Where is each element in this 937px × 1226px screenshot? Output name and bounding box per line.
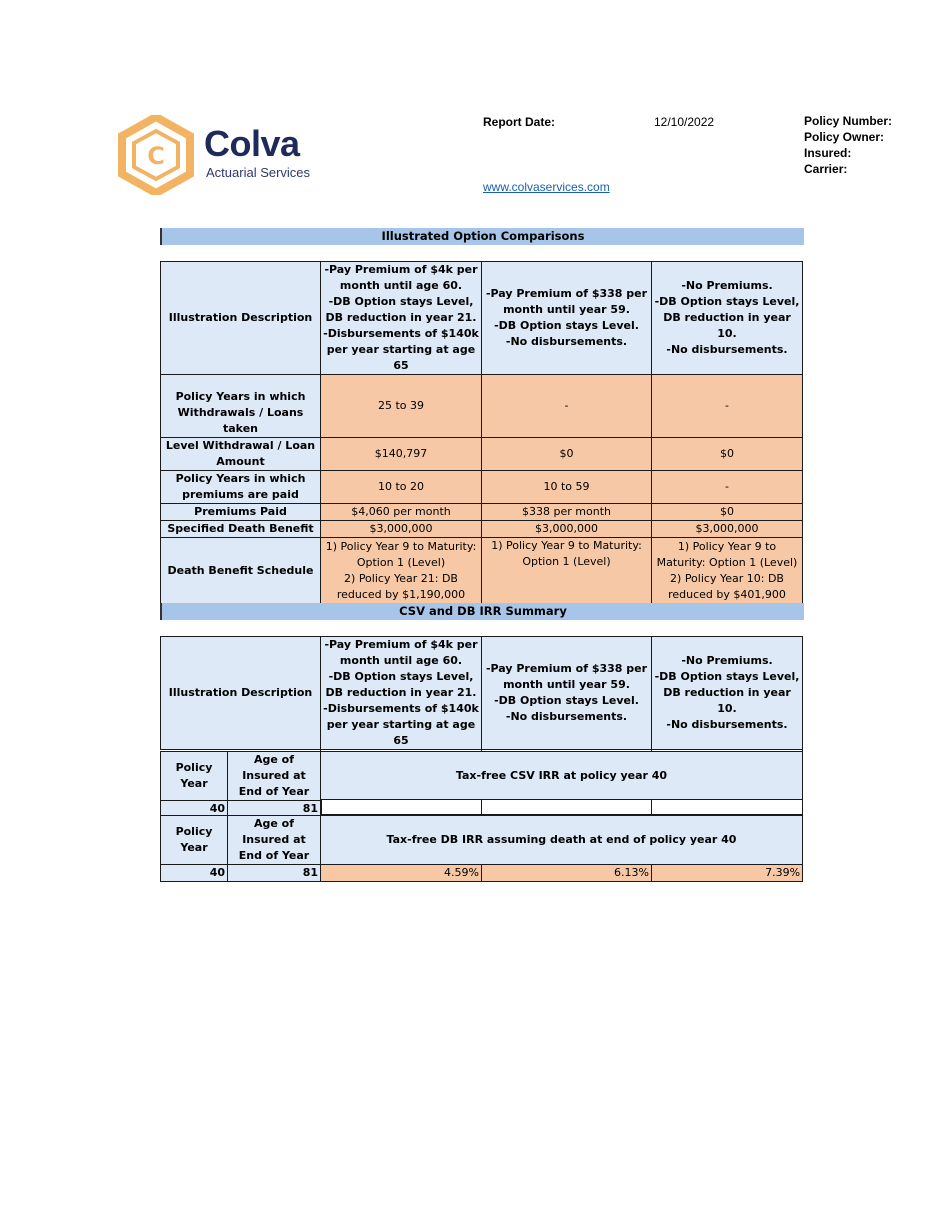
db-policy-year-label: Policy Year (161, 816, 228, 865)
withdrawal-amount-opt2: $0 (482, 438, 652, 471)
brand-tagline: Actuarial Services (206, 165, 311, 180)
death-benefit-opt2: $3,000,000 (482, 521, 652, 538)
db-irr-table (160, 815, 803, 882)
withdrawal-years-opt3: - (652, 375, 803, 438)
carrier-label: Carrier: (804, 162, 848, 176)
csv-policy-year: 40 (161, 801, 228, 818)
withdrawal-amount-opt3: $0 (652, 438, 803, 471)
irr-option-2-text: -Pay Premium of $338 per month until year 59. -DB Option stays Level. -No disbursements. (485, 662, 648, 723)
premium-years-opt1: 10 to 20 (321, 471, 482, 504)
db-schedule-opt1 (321, 538, 482, 604)
irr-desc-row (161, 637, 803, 750)
db-schedule-opt3 (652, 538, 803, 604)
premiums-paid-row (161, 504, 803, 521)
premiums-paid-opt2: $338 per month (482, 504, 652, 521)
db-schedule-opt2 (482, 538, 652, 604)
db-schedule-row (161, 538, 803, 604)
irr-option-3 (652, 637, 803, 750)
csv-age-label: Age of Insured at End of Year (228, 752, 321, 801)
comparisons-option-3 (652, 262, 803, 375)
irr-desc-label: Illustration Description (161, 637, 321, 750)
db-schedule-opt1-text: 1) Policy Year 9 to Maturity: Option 1 (Level) 2) Policy Year 21: DB reduced by $1,190,000 (325, 539, 477, 601)
irr-spacer-cell (322, 800, 482, 815)
premiums-paid-opt3: $0 (652, 504, 803, 521)
premium-years-opt3: - (652, 471, 803, 504)
db-schedule-opt2-text: 1) Policy Year 9 to Maturity: Option 1 (Level) (491, 539, 642, 568)
db-age: 81 (228, 865, 321, 882)
death-benefit-opt1: $3,000,000 (321, 521, 482, 538)
death-benefit-label: Specified Death Benefit (161, 521, 321, 538)
db-irr-opt1: 4.59% (321, 865, 482, 882)
withdrawal-years-opt1: 25 to 39 (321, 375, 482, 438)
premium-years-opt2: 10 to 59 (482, 471, 652, 504)
comparisons-option-1-text: -Pay Premium of $4k per month until age 60. -DB Option stays Level, DB reduction in year 21. -Disbursements of $140k per year starting at age 65 (323, 263, 479, 372)
db-policy-year: 40 (161, 865, 228, 882)
db-schedule-opt3-text: 1) Policy Year 9 to Maturity: Option 1 (Level) 2) Policy Year 10: DB reduced by $401,900 (656, 539, 798, 601)
withdrawal-amount-row (161, 438, 803, 471)
irr-spacer-table (321, 799, 803, 815)
comparisons-option-1 (321, 262, 482, 375)
comparisons-table (160, 261, 803, 604)
csv-policy-year-label: Policy Year (161, 752, 228, 801)
insured-label: Insured: (804, 146, 852, 160)
comparisons-option-2 (482, 262, 652, 375)
brand-name: Colva (204, 123, 300, 164)
withdrawal-amount-label: Level Withdrawal / Loan Amount (161, 438, 321, 471)
irr-desc-table (160, 636, 803, 765)
withdrawal-amount-opt1: $140,797 (321, 438, 482, 471)
report-date-label: Report Date: (483, 115, 556, 129)
comparisons-title: Illustrated Option Comparisons (160, 228, 804, 245)
irr-spacer-row-2 (322, 800, 803, 815)
db-schedule-label: Death Benefit Schedule (161, 538, 321, 604)
premiums-paid-label: Premiums Paid (161, 504, 321, 521)
irr-title: CSV and DB IRR Summary (160, 603, 804, 620)
csv-irr-header-row (161, 752, 803, 801)
irr-option-3-text: -No Premiums. -DB Option stays Level, DB reduction in year 10. -No disbursements. (654, 654, 800, 731)
withdrawal-years-row (161, 375, 803, 438)
comparisons-desc-row (161, 262, 803, 375)
db-irr-value-row (161, 865, 803, 882)
db-irr-opt3: 7.39% (652, 865, 803, 882)
irr-spacer-cell (652, 800, 803, 815)
db-age-label: Age of Insured at End of Year (228, 816, 321, 865)
report-date-value: 12/10/2022 (654, 115, 715, 129)
comparisons-desc-label: Illustration Description (161, 262, 321, 375)
svg-text:C: C (147, 142, 165, 170)
irr-option-2 (482, 637, 652, 750)
policy-owner-label: Policy Owner: (804, 130, 885, 144)
irr-option-1 (321, 637, 482, 750)
db-irr-header-row (161, 816, 803, 865)
csv-age: 81 (228, 801, 321, 818)
colva-hexagon-logo-icon (118, 115, 194, 195)
website-link[interactable]: www.colvaservices.com (483, 180, 610, 194)
policy-number-label: Policy Number: (804, 114, 893, 128)
death-benefit-row (161, 521, 803, 538)
comparisons-option-2-text: -Pay Premium of $338 per month until year 59. -DB Option stays Level. -No disbursements. (485, 287, 648, 348)
db-irr-opt2: 6.13% (482, 865, 652, 882)
company-logo (118, 115, 328, 195)
premiums-paid-opt1: $4,060 per month (321, 504, 482, 521)
premium-years-row (161, 471, 803, 504)
death-benefit-opt3: $3,000,000 (652, 521, 803, 538)
premium-years-label: Policy Years in which premiums are paid (161, 471, 321, 504)
csv-irr-heading: Tax-free CSV IRR at policy year 40 (321, 752, 803, 801)
irr-option-1-text: -Pay Premium of $4k per month until age 60. -DB Option stays Level, DB reduction in year 21. -Disbursements of $140k per year starting at age 65 (323, 638, 479, 747)
db-irr-heading: Tax-free DB IRR assuming death at end of policy year 40 (321, 816, 803, 865)
withdrawal-years-label: Policy Years in which Withdrawals / Loans taken (161, 375, 321, 438)
irr-spacer-cell (482, 800, 652, 815)
withdrawal-years-opt2: - (482, 375, 652, 438)
comparisons-option-3-text: -No Premiums. -DB Option stays Level, DB reduction in year 10. -No disbursements. (654, 279, 800, 356)
